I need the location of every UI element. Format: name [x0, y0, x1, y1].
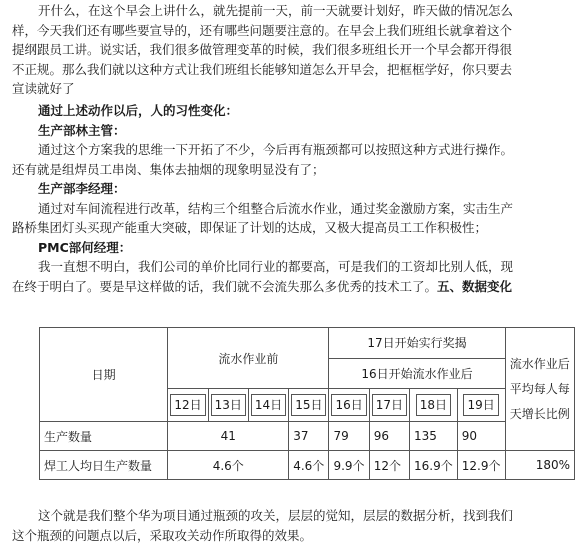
pmc-line-2: [12, 277, 564, 297]
reward-header: 17日开始实行奖揭: [329, 328, 505, 359]
table-cell: 135: [410, 422, 458, 451]
date-cell: 13日: [208, 389, 248, 422]
pmc-manager-title: PMC部何经理：: [38, 239, 132, 255]
date-cell: 12日: [168, 389, 208, 422]
table-cell: 79: [329, 422, 369, 451]
table-cell: 4.6个: [168, 451, 289, 480]
table-row: [40, 422, 575, 451]
table-cell: 96: [369, 422, 409, 451]
table-cell: 12个: [369, 451, 409, 480]
intro-line-2: 样，今天我们还有哪些要宣导的，还有哪些问题要注意的。在早会上我们班组长就拿着这个: [12, 22, 513, 38]
date-header: 日期: [40, 328, 168, 422]
table-cell: 12.9个: [457, 451, 505, 480]
closing-paragraph: [12, 506, 564, 545]
before-header: 流水作业前: [168, 328, 329, 389]
row-label: 焊工人均日生产数量: [40, 451, 168, 480]
date-cell: 14日: [248, 389, 288, 422]
intro-line-1: 开什么，在这个早会上讲什么，就先提前一天，前一天就要计划好，昨天做的情况怎么: [38, 3, 514, 18]
after-header: 16日开始流水作业后: [329, 358, 505, 389]
table-cell: 90: [457, 422, 505, 451]
table-cell: 37: [289, 422, 329, 451]
table-row: [40, 451, 575, 480]
li-manager-title: 生产部李经理：: [38, 181, 126, 196]
intro-paragraph: [12, 1, 564, 99]
data-change-heading: 五、数据变化: [437, 278, 513, 294]
table-cell: 9.9个: [329, 451, 369, 480]
date-cell: 19日: [457, 389, 505, 422]
table-cell: 41: [168, 422, 289, 451]
table-cell: 16.9个: [410, 451, 458, 480]
li-line-2: 路桥集团灯头买现产能重大突破，即保证了计划的达成，又极大提高员工工作积极性；: [12, 220, 488, 235]
growth-header: 流水作业后平均每人每天增长比例: [505, 328, 575, 451]
data-change-table: [39, 327, 575, 480]
changes-section: [12, 101, 564, 296]
intro-line-3: 提纲跟员工讲。说实话，我们很多做管理变革的时候，我们很多班组长开一个早会都开得很: [12, 42, 513, 57]
intro-line-4: 不正规。那么我们就以这种方式让我们班组长能够知道怎么开早会，把框框学好，你只要去: [12, 61, 513, 77]
table-cell: 4.6个: [289, 451, 329, 480]
date-cell: 16日: [329, 389, 369, 422]
date-cell: 18日: [410, 389, 458, 422]
pmc-line-2-text: 在终于明白了。要是早这样做的话，我们就不会流失那么多优秀的技术工了。: [12, 278, 438, 294]
date-cell: 17日: [369, 389, 409, 422]
date-cell: 15日: [289, 389, 329, 422]
intro-line-5: 宣读就好了: [12, 81, 75, 96]
closing-line-1: 这个就是我们整个华为项目通过瓶颈的攻关，层层的觉知，层层的数据分析，找到我们: [38, 508, 514, 523]
lin-manager-title: 生产部林主管：: [38, 122, 126, 138]
growth-value: 180%: [505, 451, 575, 480]
li-line-1: 通过对车间流程进行改革，结构三个组整合后流水作业，通过奖金激励方案，实击生产: [38, 200, 514, 216]
pmc-line-1: 我一直想不明白，我们公司的单价比同行业的都要高，可是我们的工资却比别人低，现: [38, 259, 514, 274]
section-heading: 通过上述动作以后，人的习性变化：: [38, 103, 239, 118]
row-label: 生产数量: [40, 422, 168, 451]
lin-line-1: 通过这个方案我的思维一下开拓了不少，今后再有瓶颈都可以按照这种方式进行操作。: [38, 142, 514, 157]
closing-line-2: 这个瓶颈的问题点以后，采取攻关动作所取得的效果。: [12, 527, 313, 543]
lin-line-2: 还有就是组焊员工串岗、集体去抽烟的现象明显没有了；: [12, 161, 325, 177]
